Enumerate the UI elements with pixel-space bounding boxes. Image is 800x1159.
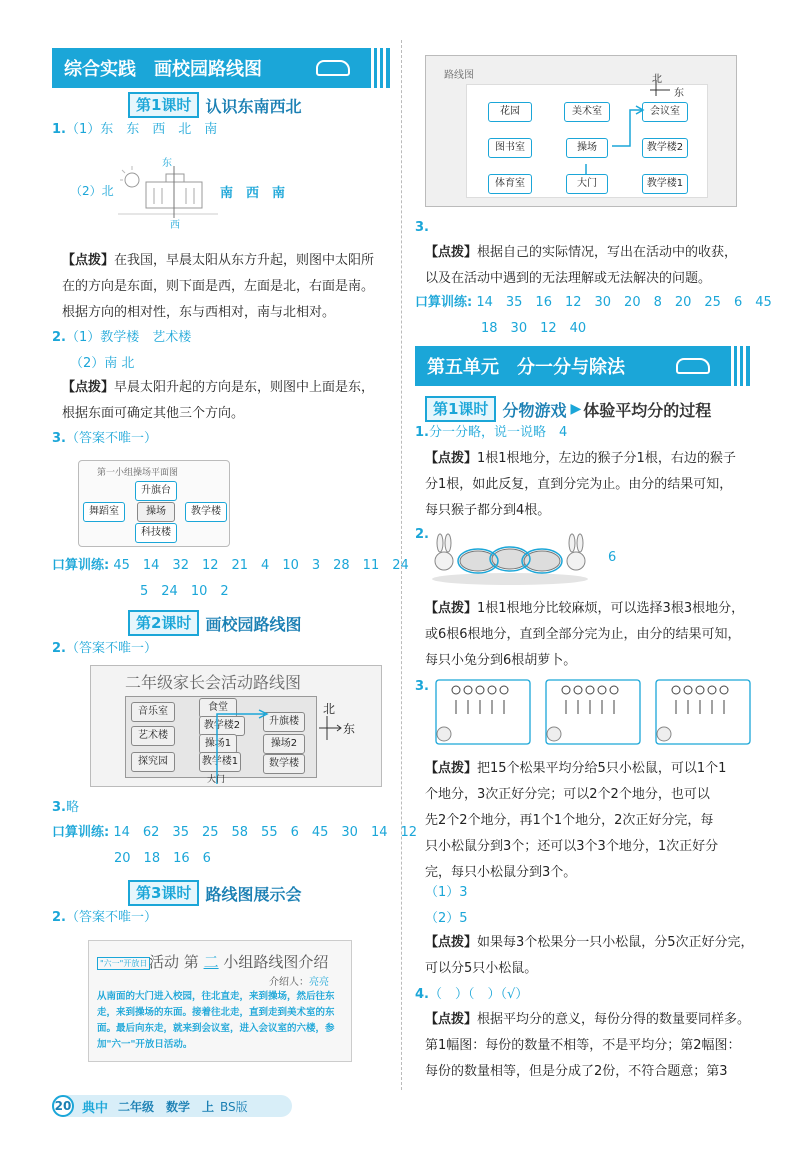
lesson-subtitle: 体验平均分的过程: [583, 400, 712, 420]
lesson-tag: 第1课时: [425, 396, 496, 422]
map-cell: 美术室: [564, 102, 610, 122]
map-title: 路线图: [444, 70, 474, 81]
q3-sub: （1）3 （2）5: [425, 885, 468, 926]
q1-direction-figure: [70, 150, 390, 230]
stripes-decoration: [371, 48, 386, 88]
map-cell: 教学楼2: [642, 138, 688, 158]
brand-logo: 典中: [82, 1100, 109, 1116]
hint3-right: 【点拨】根据自己的实际情况，写出在活动中的收获， 以及在活动中遇到的无法理解或无法解决的问题。: [425, 245, 738, 286]
map-cell: 探究园: [131, 752, 175, 772]
rabbits-carrots-picture: [430, 525, 590, 585]
section-banner-right: [415, 346, 750, 386]
route-map-right: [425, 55, 737, 207]
map-cell: 教学楼2: [199, 716, 245, 736]
map-cell: 艺术楼: [131, 726, 175, 746]
route-intro-card: [88, 940, 352, 1062]
q2: 2.（1）教学楼 艺术楼 （2）南 北: [52, 330, 192, 371]
car-icon: [676, 358, 710, 374]
q1-part2-prefix: （2）北: [70, 184, 114, 198]
map-cell: 数学楼: [263, 754, 305, 774]
map-north: 北: [652, 74, 662, 85]
label-bottom: 西: [170, 220, 180, 231]
footer-grade: 二年级 数学 上: [118, 1099, 215, 1114]
lesson-tag: 第1课时: [128, 92, 199, 118]
route-line: [576, 100, 646, 180]
q1-part2-suffix: 南 西 南: [220, 186, 286, 201]
q3-right-b: 3.: [415, 679, 429, 694]
map-cell: 会议室: [642, 102, 688, 122]
lesson-tag: 第2课时: [128, 610, 199, 636]
q2b: 2.（答案不唯一）: [52, 641, 157, 656]
map-cell: 操场1: [199, 734, 237, 754]
q2-right-answer: 6: [608, 550, 617, 565]
q1-right: 1.分一分略，说一说略 4: [415, 425, 568, 440]
box-top: 升旗台: [135, 481, 177, 501]
lesson-title: 分物游戏: [502, 400, 567, 420]
playground-diagram: [78, 460, 230, 547]
route-map-left: [90, 665, 382, 787]
q2c: 2.（答案不唯一）: [52, 910, 157, 925]
map-cell: 大门: [566, 174, 608, 194]
car-icon: [316, 60, 350, 76]
lesson1-heading: [128, 92, 301, 118]
card-badge: "六一"开放日: [97, 957, 150, 970]
hint2: 【点拨】早晨太阳升起的方向是东，则图中上面是东， 根据东面可确定其他三个方向。: [62, 380, 375, 421]
banner-title: 综合实践 画校园路线图: [64, 59, 262, 80]
lesson-title: 路线图展示会: [205, 884, 302, 904]
map-cell: 升旗楼: [263, 712, 305, 732]
hint1: 【点拨】在我国，早晨太阳从东方升起，则图中太阳所 在的方向是东面，则下面是西，左面是北，右面是南。 根据方向的相对性，东与西相对，南与北相对。: [62, 253, 375, 320]
map-title: 二年级家长会活动路线图: [125, 673, 302, 692]
oral-right: 口算训练: 14 35 16 12 30 20 8 20 25 6 45 18 30 12 40: [415, 295, 772, 336]
q1-part1: 1.（1）东 东 西 北 南: [52, 122, 218, 137]
box-right: 教学楼: [185, 502, 227, 522]
map-cell: 操场: [566, 138, 608, 158]
play-arrow-icon: ▶: [570, 401, 582, 417]
map-cell: 体育室: [488, 174, 532, 194]
footer-edition: BS版: [220, 1099, 248, 1114]
lesson-title: 画校园路线图: [205, 614, 302, 634]
footer: [52, 1095, 292, 1117]
box-left: 舞蹈室: [83, 502, 125, 522]
hint1-right: 【点拨】1根1根地分，左边的猴子分1根，右边的猴子 分1根，如此反复，直到分完为止。由分的结果可知， 每只猴子都分到4根。: [425, 451, 736, 518]
map-cell: 食堂: [199, 698, 237, 718]
q3-right: 3.: [415, 220, 429, 235]
gate-label: 大门: [207, 775, 226, 785]
card-presenter: 介绍人：亮亮: [269, 977, 329, 988]
hint3c-right: 【点拨】如果每3个松果分一只小松鼠，分5次正好分完， 可以分5只小松鼠。: [425, 935, 754, 976]
lesson-title: 认识东南西北: [205, 96, 302, 116]
banner-title: 第五单元 分一分与除法: [427, 357, 625, 378]
map-cell: 教学楼1: [199, 752, 241, 772]
lesson2-heading: [128, 610, 301, 636]
q3b: 3.略: [52, 800, 79, 815]
diagram-title: 第一小组操场平面图: [97, 468, 179, 478]
card-title: 活动 第 二 小组路线图介绍: [149, 953, 329, 971]
stripes-decoration: [731, 346, 746, 386]
map-east: 东: [674, 88, 684, 99]
label-top: 东: [162, 158, 172, 169]
lesson-heading-right: [425, 396, 711, 422]
building-sketch: [118, 164, 218, 220]
map-cell: 花园: [488, 102, 532, 122]
map-cell: 音乐室: [131, 702, 175, 722]
map-east: 东: [343, 722, 356, 736]
compass-icon: [650, 80, 672, 98]
oral1: 口算训练: 45 14 32 12 21 4 10 3 28 11 24 5 24 10 2: [52, 558, 409, 599]
lesson-tag: 第3课时: [128, 880, 199, 906]
compass-icon: [319, 716, 343, 740]
card-body: 从南面的大门进入校园，往北直走，来到操场，然后往东走，来到操场的东面。接着往北走，直到走到美术室的东面。最后向东走，就来到会议室，进入会议室的六楼，参加"六一"开放日活动。: [97, 991, 335, 1050]
hint4-right: 【点拨】根据平均分的意义，每份分得的数量要同样多。 第1幅图：每份的数量不相等，不是平均分；第2幅图： 每份的数量相等，但是分成了2份，不符合题意；第3: [425, 1012, 751, 1079]
map-cell: 操场2: [263, 734, 305, 754]
box-center: 操场: [137, 502, 175, 522]
column-divider: [401, 40, 402, 1090]
q4-right: 4.（ ）（ ）（√）: [415, 987, 529, 1002]
squirrel-pinecone-groups: [430, 678, 760, 750]
oral2: 口算训练: 14 62 35 25 58 55 6 45 30 14 12 20 18 16 6: [52, 825, 418, 866]
q3-left: 3.（答案不唯一）: [52, 431, 157, 446]
hint3b-right: 【点拨】把15个松果平均分给5只小松鼠，可以1个1 个地分，3次正好分完；可以2个2个地分，也可以 先2个2个地分，再1个1个地分，2次正好分完，每 只小松鼠分到3个；还可以3个3个地分，1次正好分 完，每只小松鼠分到3个。: [425, 761, 727, 880]
page-number: 20: [52, 1095, 74, 1117]
box-bottom: 科技楼: [135, 523, 177, 543]
map-cell: 教学楼1: [642, 174, 688, 194]
hint2-right: 【点拨】1根1根地分比较麻烦，可以选择3根3根地分， 或6根6根地分，直到全部分完为止，由分的结果可知， 每只小兔分到6根胡萝卜。: [425, 601, 745, 668]
map-cell: 图书室: [488, 138, 532, 158]
lesson3-heading: [128, 880, 301, 906]
section-banner-left: [52, 48, 390, 88]
map-north: 北: [323, 702, 336, 716]
q2-right: 2.: [415, 527, 429, 542]
